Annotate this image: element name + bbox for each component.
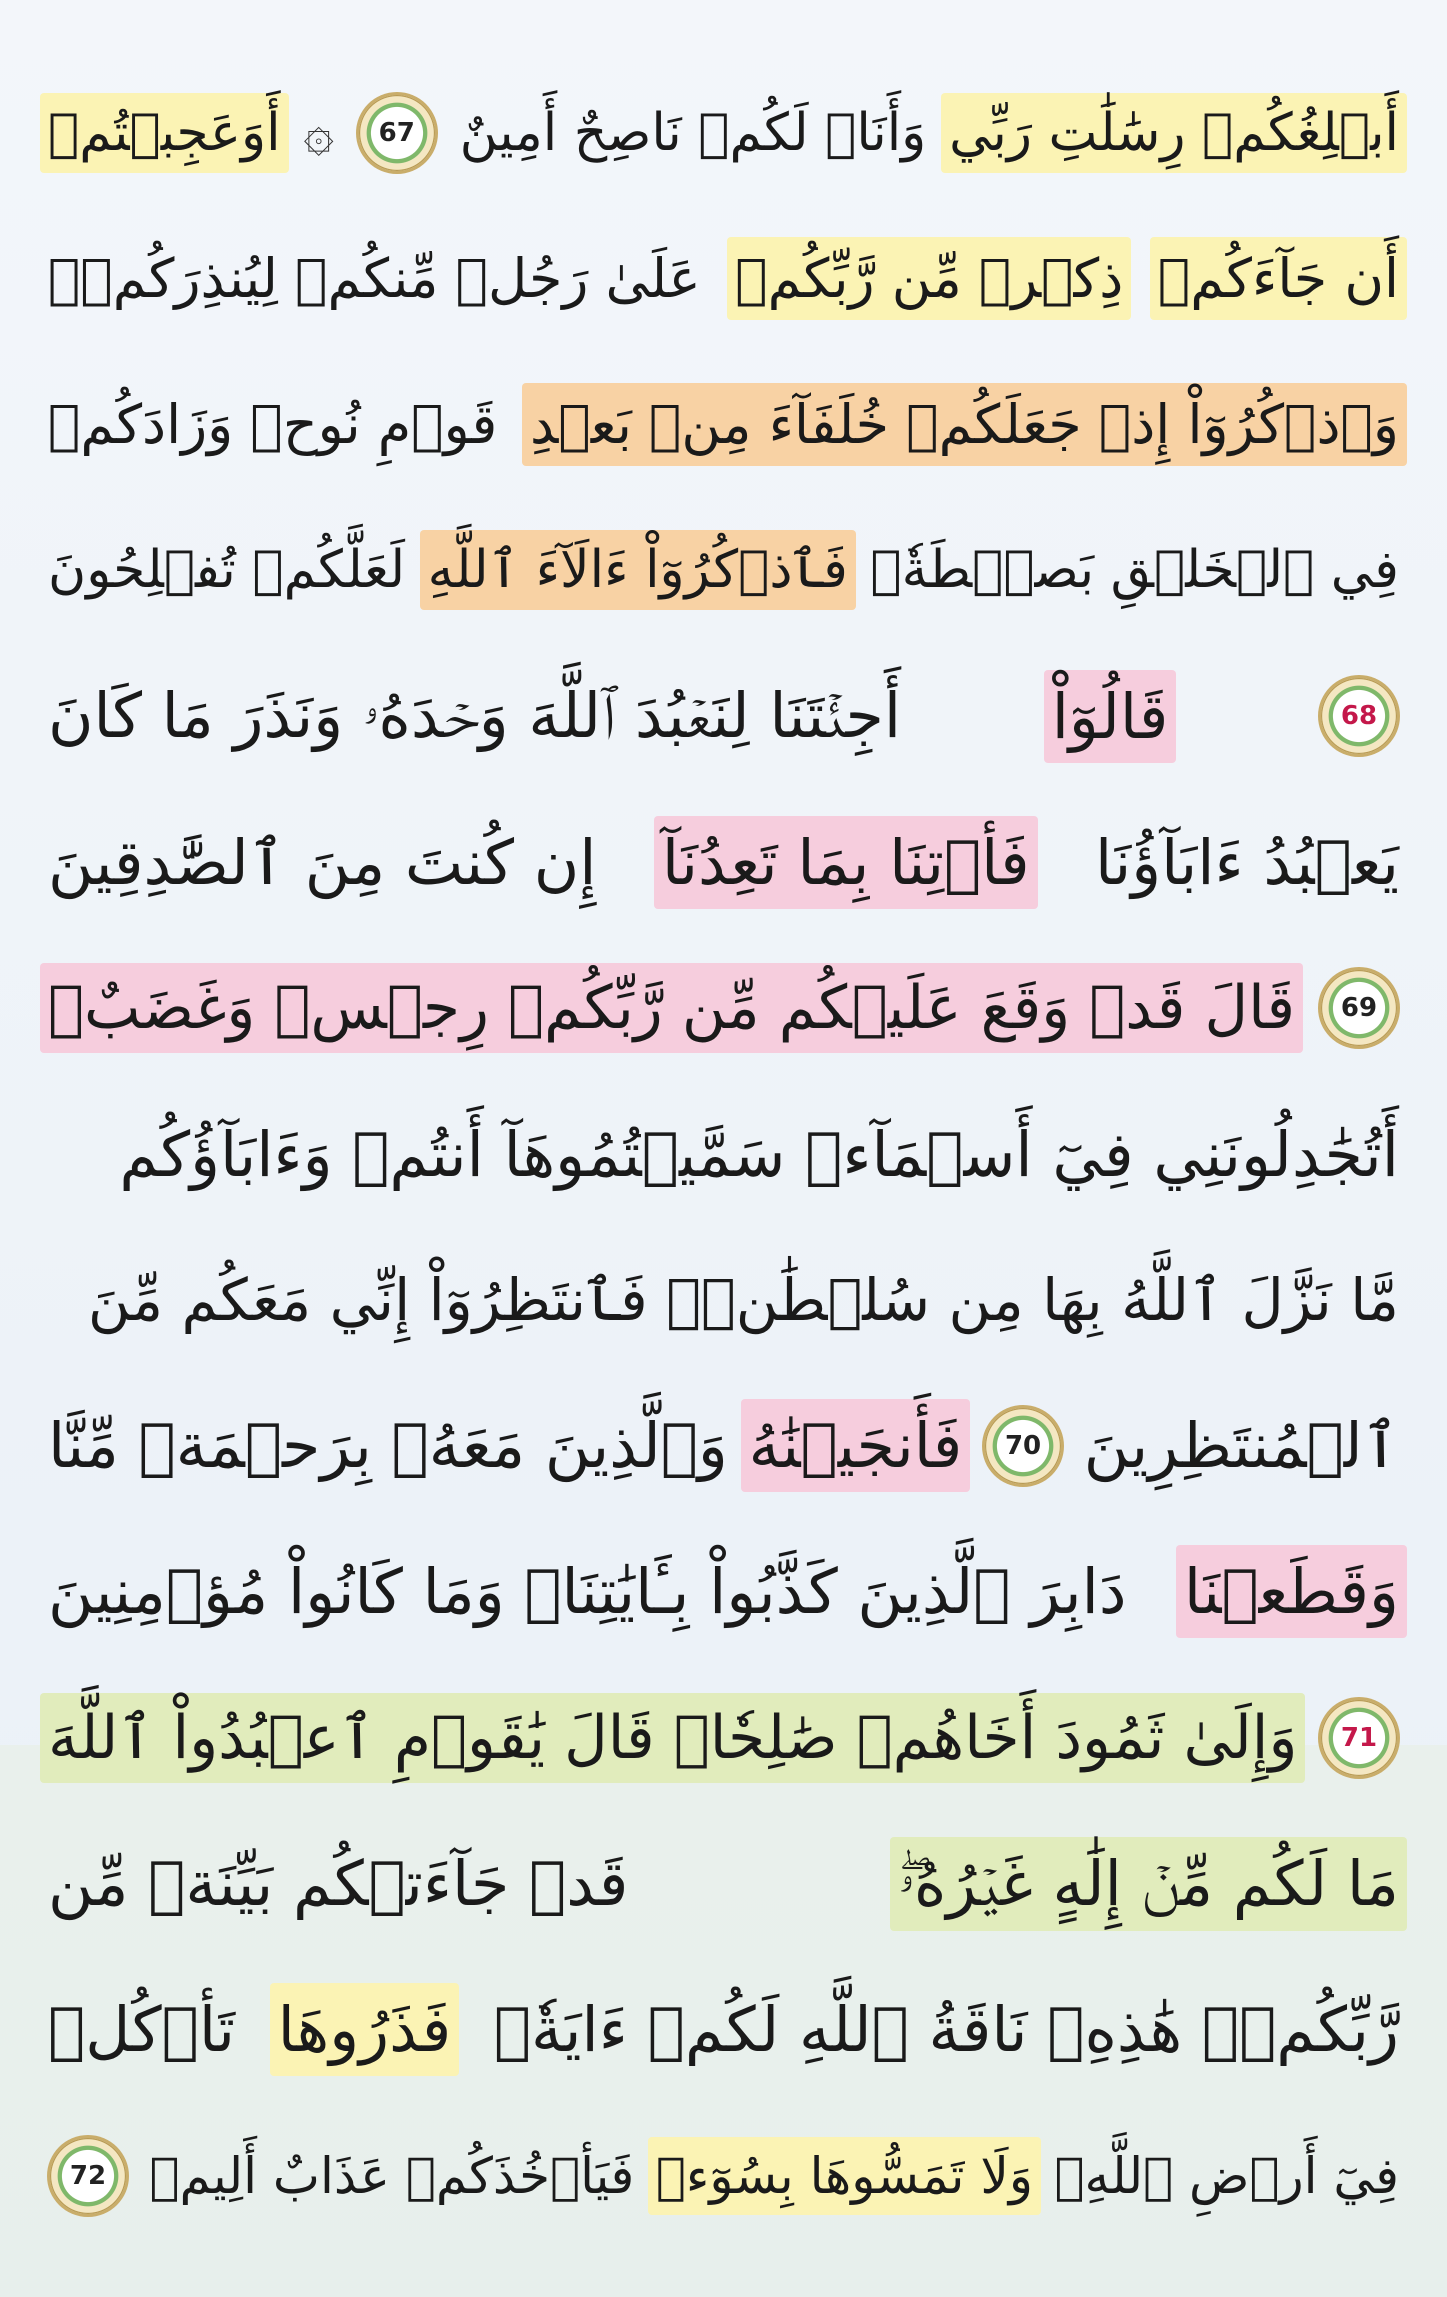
text-line [40, 1527, 1407, 1657]
ayah-number-marker [50, 2138, 126, 2214]
text-line [40, 797, 1407, 927]
text-segment: يَعۡبُدُ ءَابَآؤُنَا [1095, 825, 1399, 899]
highlighted-text-segment: قَالَ قَدۡ وَقَعَ عَلَيۡكُم مِّن رَّبِّكُمۡ رِجۡسٞ وَغَضَبٌۖ [40, 963, 1303, 1053]
highlighted-text-segment: وَلَا تَمَسُّوهَا بِسُوٓءٖ [648, 2137, 1041, 2215]
text-line [40, 359, 1407, 489]
text-segment: دَابِرَ ٱلَّذِينَ كَذَّبُواْ بِـَٔايَٰتِنَاۖ وَمَا كَانُواْ مُؤۡمِنِينَ [48, 1555, 1127, 1629]
text-segment: عَلَىٰ رَجُلٖ مِّنكُمۡ لِيُنذِرَكُمۡۚ [48, 246, 701, 310]
highlighted-text-segment: أَبۡلِغُكُمۡ رِسَٰلَٰتِ رَبِّي [941, 93, 1407, 173]
ayah-number: 70 [1004, 1430, 1042, 1461]
text-segment: فِي ٱلۡخَلۡقِ بَصۜۡطَةٗۖ [870, 540, 1399, 601]
text-line [40, 505, 1407, 635]
ayah-number-marker [1321, 1700, 1397, 1776]
text-line [40, 1819, 1407, 1949]
text-segment: رَّبِّكُمۡۖ هَٰذِهِۦ نَاقَةُ ٱللَّهِ لَكُمۡ ءَايَةٗۖ [493, 1993, 1399, 2067]
text-line [40, 1381, 1407, 1511]
highlighted-text-segment: فَأَنجَيۡنَٰهُ [741, 1399, 971, 1492]
ayah-number-marker [1321, 678, 1397, 754]
text-segment: قَدۡ جَآءَتۡكُم بَيِّنَةٞ مِّن [48, 1847, 629, 1921]
text-segment: قَوۡمِ نُوحٖ وَزَادَكُمۡ [48, 392, 498, 456]
text-line [40, 68, 1407, 198]
highlighted-text-segment: وَقَطَعۡنَا [1176, 1545, 1407, 1638]
text-segment: مَّا نَزَّلَ ٱللَّهُ بِهَا مِن سُلۡطَٰنٖۚ فَٱنتَظِرُوٓاْ إِنِّي مَعَكُم مِّنَ [87, 1265, 1399, 1334]
text-line [40, 1089, 1407, 1219]
highlighted-text-segment: وَإِلَىٰ ثَمُودَ أَخَاهُمۡ صَٰلِحٗاۚ قَالَ يَٰقَوۡمِ ٱعۡبُدُواْ ٱللَّهَ [40, 1693, 1305, 1783]
highlighted-text-segment: وَٱذۡكُرُوٓاْ إِذۡ جَعَلَكُمۡ خُلَفَآءَ مِنۢ بَعۡدِ [522, 383, 1407, 466]
text-segment: فَيَأۡخُذَكُمۡ عَذَابٌ أَلِيمٞ [149, 2146, 635, 2205]
text-segment: أَجِئۡتَنَا لِنَعۡبُدَ ٱللَّهَ وَحۡدَهُۥ وَنَذَرَ مَا كَانَ [48, 679, 902, 753]
text-segment: وَأَنَا۠ لَكُمۡ نَاصِحٌ أَمِينٌ [459, 102, 927, 163]
text-segment: وَٱلَّذِينَ مَعَهُۥ بِرَحۡمَةٖ مِّنَّا [48, 1409, 728, 1483]
ayah-number: 68 [1340, 701, 1378, 732]
ayah-number-marker [985, 1408, 1061, 1484]
text-line [40, 1965, 1407, 2095]
ayah-number: 72 [69, 2160, 107, 2191]
highlighted-text-segment: ذِكۡرٞ مِّن رَّبِّكُمۡ [727, 237, 1131, 320]
ayah-number: 71 [1340, 1722, 1378, 1753]
ayah-number-marker [1321, 970, 1397, 1046]
text-line [40, 1673, 1407, 1803]
text-segment: أَتُجَٰدِلُونَنِي فِيٓ أَسۡمَآءٖ سَمَّيۡتُمُوهَآ أَنتُمۡ وَءَابَآؤُكُم [119, 1117, 1399, 1191]
ayah-number-marker [359, 95, 435, 171]
text-segment: تَأۡكُلۡ [48, 1993, 236, 2067]
text-segment: فِيٓ أَرۡضِ ٱللَّهِۖ [1054, 2146, 1399, 2205]
text-line [40, 651, 1407, 781]
text-segment: ٱلۡمُنتَظِرِينَ [1083, 1409, 1399, 1483]
highlighted-text-segment: فَأۡتِنَا بِمَا تَعِدُنَآ [654, 816, 1038, 909]
text-line [40, 1235, 1407, 1365]
ayah-number: 67 [378, 117, 415, 148]
highlighted-text-segment: مَا لَكُم مِّنۡ إِلَٰهٍ غَيۡرُهُۥۖ [890, 1837, 1407, 1931]
text-segment: لَعَلَّكُمۡ تُفۡلِحُونَ [48, 540, 406, 601]
highlighted-text-segment: أَوَعَجِبۡتُمۡ [40, 93, 289, 173]
highlighted-text-segment: فَذَرُوهَا [270, 1983, 460, 2076]
text-line [40, 2111, 1407, 2241]
highlighted-text-segment: فَٱذۡكُرُوٓاْ ءَالَآءَ ٱللَّهِ [420, 530, 856, 610]
text-line [40, 213, 1407, 343]
text-segment: إِن كُنتَ مِنَ ٱلصَّٰدِقِينَ [48, 825, 597, 899]
text-line [40, 943, 1407, 1073]
hizb-star-icon: ۞ [303, 102, 334, 163]
highlighted-text-segment: قَالُوٓاْ [1044, 670, 1177, 763]
highlighted-text-segment: أَن جَآءَكُمۡ [1150, 237, 1407, 320]
ayah-number: 69 [1340, 993, 1378, 1024]
